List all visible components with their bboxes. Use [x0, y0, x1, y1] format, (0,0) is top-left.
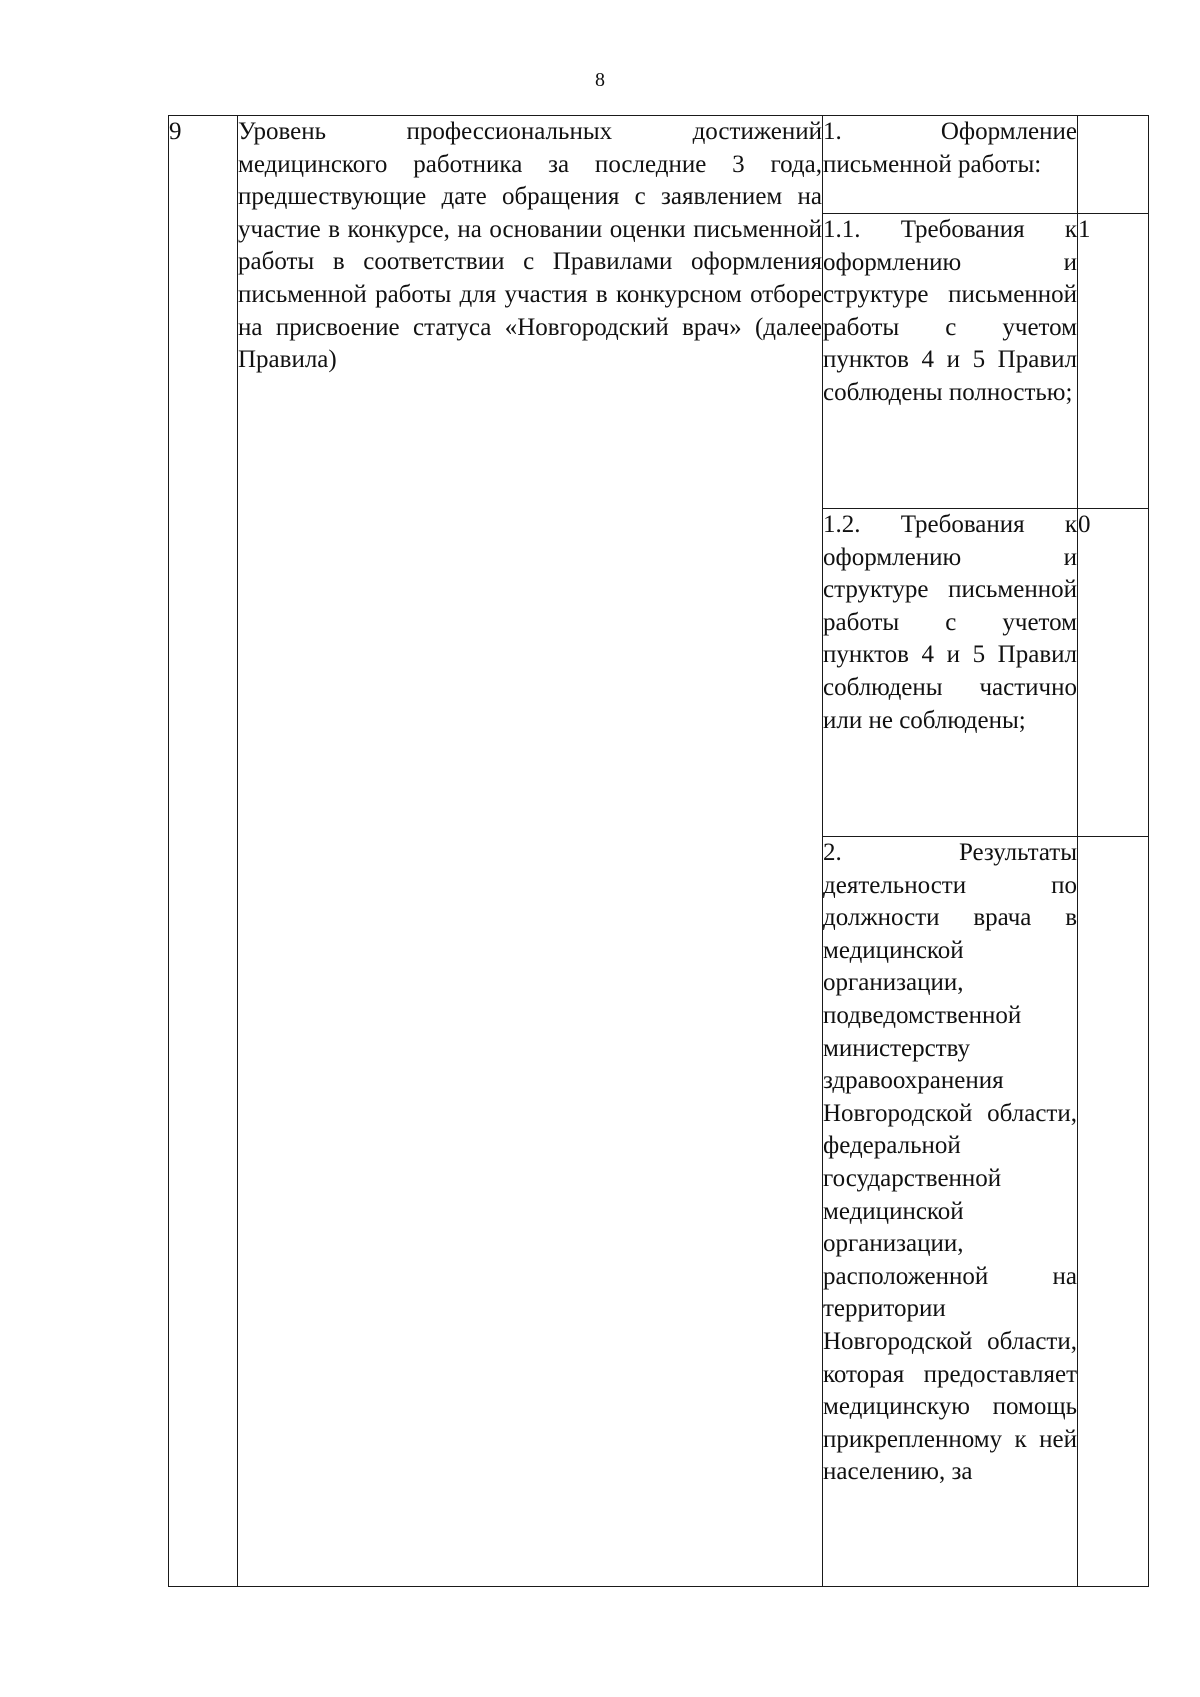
indicator-cell: 1.1. Требования к оформлению и структуре письменной работы с учетом пунктов 4 и 5 Правил соблюдены полностью; [823, 214, 1078, 509]
table-row [169, 116, 1149, 214]
points-cell [1078, 116, 1149, 214]
indicator-cell: 1.2. Требования к оформлению и структуре письменной работы с учетом пунктов 4 и 5 Правил соблюдены частично или не соблюдены; [823, 509, 1078, 837]
points-cell [1078, 837, 1149, 1587]
criteria-table [168, 115, 1149, 1587]
points-cell: 1 [1078, 214, 1149, 509]
points-cell: 0 [1078, 509, 1149, 837]
row-number-cell: 9 [169, 116, 238, 1587]
criterion-cell: Уровень профессиональных достижений медицинского работника за последние 3 года, предшествующие дате обращения с заявлением на участие в конкурсе, на основании оценки письменной работы в соответствии с Правилами оформления письменной работы для участия в конкурсном отборе на присвоение статуса «Новгородский врач» (далее Правила) [238, 116, 823, 1587]
page-number: 8 [595, 69, 605, 91]
indicator-cell: 1. Оформление письменной работы: [823, 116, 1078, 214]
indicator-cell: 2. Результаты деятельности по должности врача в медицинской организации, подведомственной министерству здравоохранения Новгородской области, федеральной государственной медицинской организации, расположенной на территории Новгородской области, которая предоставляет медицинскую помощь прикрепленному к ней населению, за [823, 837, 1078, 1587]
